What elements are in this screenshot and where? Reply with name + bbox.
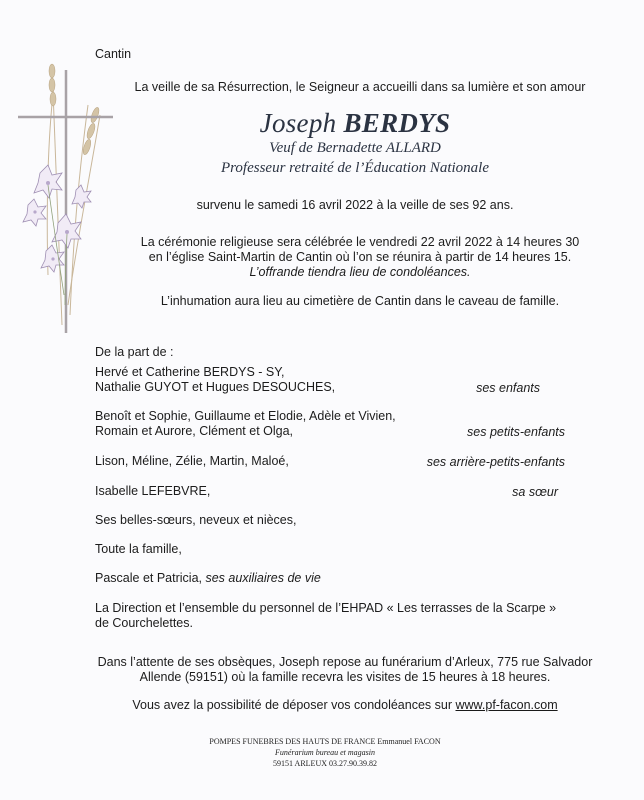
- verse-text: La veille de sa Résurrection, le Seigneur a accueilli dans sa lumière et son amour: [134, 80, 586, 94]
- ehpad-line-1: La Direction et l’ensemble du personnel de l’EHPAD « Les terrasses de la Scarpe »: [95, 601, 557, 615]
- footer-address: 59151 ARLEUX 03.27.90.39.82: [273, 759, 377, 768]
- condolences-line: [90, 698, 600, 713]
- rest-line-1: Dans l’attente de ses obsèques, Joseph repose au funérarium d’Arleux, 775 rue Salvador: [97, 655, 593, 669]
- burial-notice: L’inhumation aura lieu au cimetière de Cantin dans le caveau de famille.: [160, 294, 560, 308]
- profession: Professeur retraité de l’Éducation Nationale: [220, 160, 489, 176]
- family-children-line-1: Hervé et Catherine BERDYS - SY,: [95, 365, 285, 379]
- ceremony-line-3: L’offrande tiendra lieu de condoléances.: [249, 265, 471, 279]
- cross-illustration: [18, 55, 118, 340]
- family-grandchildren-line-1: Benoît et Sophie, Guillaume et Elodie, Adèle et Vivien,: [95, 409, 396, 423]
- ceremony-line-1: La cérémonie religieuse sera célébrée le vendredi 22 avril 2022 à 14 heures 30: [140, 235, 580, 249]
- widower-of: Veuf de Bernadette ALLARD: [269, 140, 441, 156]
- last-name: BERDYS: [343, 108, 451, 138]
- footer-company: POMPES FUNEBRES DES HAUTS DE FRANCE Emmanuel FACON: [209, 737, 441, 746]
- death-notice: survenu le samedi 16 avril 2022 à la veille de ses 92 ans.: [196, 198, 514, 212]
- ceremony-line-2: en l’église Saint-Martin de Cantin où l’on se réunira à partir de 14 heures 15.: [148, 250, 572, 264]
- in-laws-line: Ses belles-sœurs, neveux et nièces,: [95, 513, 297, 527]
- role-children: ses enfants: [476, 381, 540, 395]
- family-grandchildren-line-2: Romain et Aurore, Clément et Olga,: [95, 424, 294, 438]
- carers-role: ses auxiliaires de vie: [205, 571, 321, 585]
- from-label: De la part de :: [95, 345, 174, 359]
- first-name: Joseph: [259, 108, 337, 138]
- all-family-line: Toute la famille,: [95, 542, 182, 556]
- rest-line-2: Allende (59151) où la famille recevra les visites de 15 heures à 18 heures.: [139, 670, 551, 684]
- carers-line: [95, 571, 321, 586]
- family-children-line-2: Nathalie GUYOT et Hugues DESOUCHES,: [95, 380, 336, 394]
- role-sister: sa sœur: [512, 485, 558, 499]
- footer-subtitle: Funérarium bureau et magasin: [275, 748, 375, 757]
- ehpad-line-2: de Courchelettes.: [95, 616, 193, 630]
- condolences-text: Vous avez la possibilité de déposer vos condoléances sur: [132, 698, 453, 712]
- condolences-link[interactable]: www.pf-facon.com: [455, 698, 558, 712]
- role-great-grandchildren: ses arrière-petits-enfants: [426, 455, 565, 469]
- lily-icon: [23, 165, 91, 272]
- family-sister: Isabelle LEFEBVRE,: [95, 484, 211, 498]
- town-label: Cantin: [95, 47, 132, 61]
- deceased-name: [180, 108, 530, 139]
- carers-names: Pascale et Patricia,: [95, 571, 202, 585]
- family-great-grandchildren: Lison, Méline, Zélie, Martin, Maloé,: [95, 454, 289, 468]
- role-grandchildren: ses petits-enfants: [467, 425, 565, 439]
